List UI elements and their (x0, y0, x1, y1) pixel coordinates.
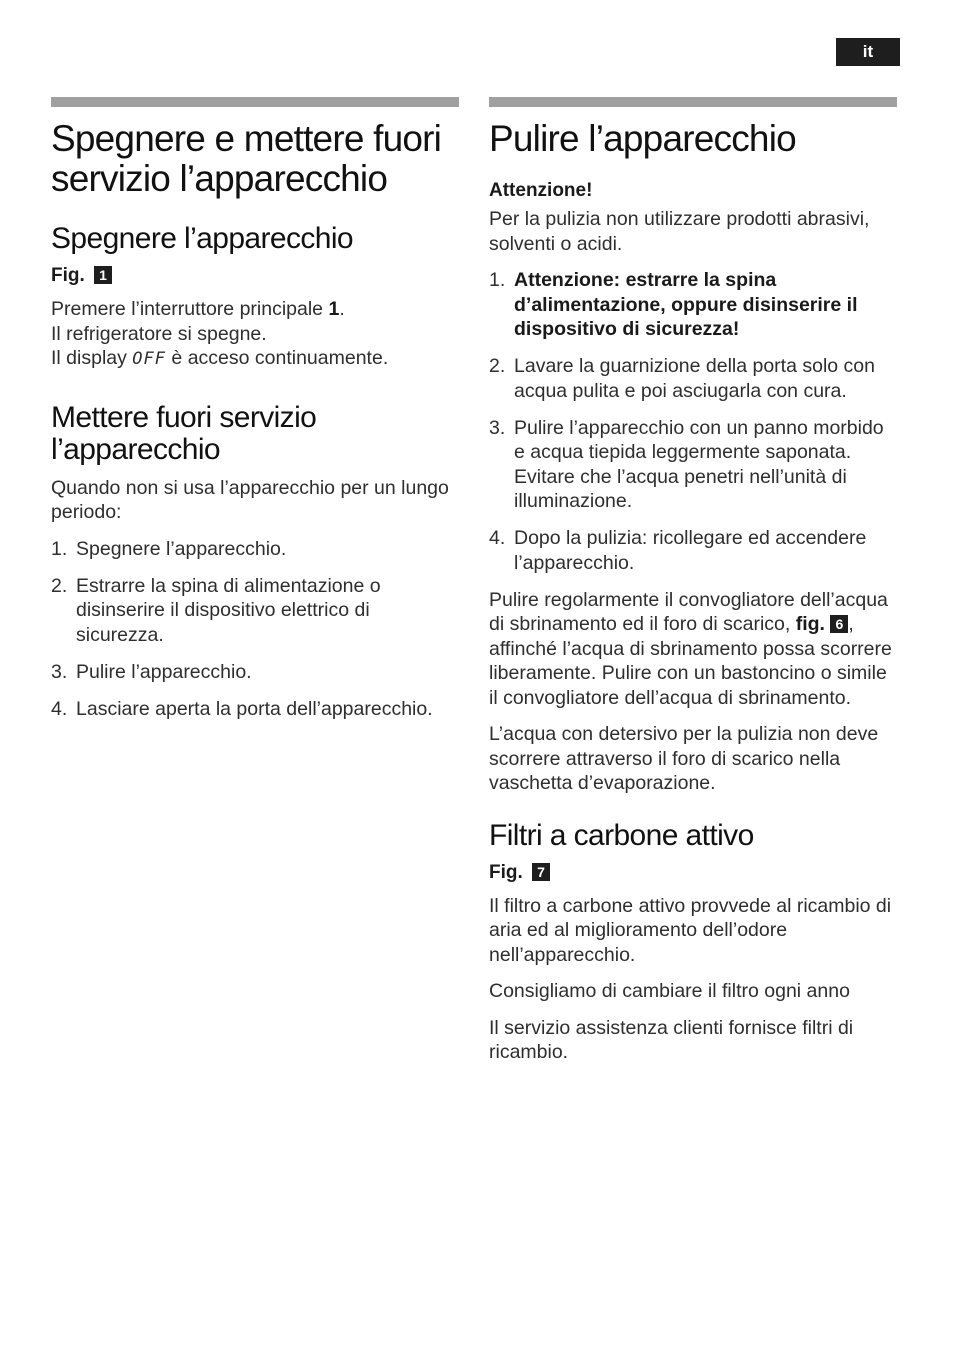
instruction-line-2: Il refrigeratore si spegne. (51, 322, 267, 345)
left-column (51, 97, 459, 734)
fig-number-box: 6 (830, 615, 848, 633)
decommission-steps (51, 537, 459, 722)
fig-number-box: 1 (94, 266, 112, 284)
filter-paragraph-1: Il filtro a carbone attivo provvede al ricambio di aria ed al miglioramento dell’odore nell’apparecchio. (489, 894, 892, 966)
section-rule (51, 97, 459, 107)
section-heading-switch-off: Spegnere l’apparecchio (51, 222, 354, 255)
list-item: 1. Attenzione: estrarre la spina d’alimentazione, oppure disinserire il dispositivo di sicurezza! (489, 269, 858, 340)
filter-paragraph-3: Il servizio assistenza clienti fornisce filtri di ricambio. (489, 1016, 854, 1063)
section-heading-carbon-filter: Filtri a carbone attivo (489, 818, 754, 852)
main-switch-ref: 1 (328, 298, 340, 320)
section-heading-decommission: Mettere fuori servizio l’apparecchio (51, 400, 317, 466)
list-item: 2. Estrarre la spina di alimentazione o disinserire il dispositivo elettrico di sicurezza. (51, 574, 381, 646)
warning-label: Attenzione! (489, 180, 593, 201)
warning-text: Per la pulizia non utilizzare prodotti abrasivi, solventi o acidi. (489, 208, 870, 255)
display-off-indicator: OFF (132, 349, 167, 369)
decommission-intro: Quando non si usa l’apparecchio per un lungo periodo: (51, 476, 449, 523)
list-item: 4. Dopo la pulizia: ricollegare ed accendere l’apparecchio. (489, 527, 867, 574)
left-title: Spegnere e mettere fuori servizio l’apparecchio (51, 118, 442, 199)
right-column (489, 97, 897, 1077)
filter-paragraph-2: Consigliamo di cambiare il filtro ogni anno (489, 980, 850, 1002)
detergent-warning-paragraph: L’acqua con detersivo per la pulizia non deve scorrere attraverso il foro di scarico nella vaschetta d’evaporazione. (489, 723, 879, 794)
fig-reference (489, 862, 897, 884)
instruction-line-3: Il display OFF è acceso continuamente. (51, 347, 389, 369)
fig-number-box: 7 (532, 863, 550, 881)
fig-reference (51, 265, 459, 287)
fig-label: fig. (795, 613, 825, 635)
instruction-line-1: Premere l’interruttore principale 1. (51, 298, 345, 320)
list-item: 3. Pulire l’apparecchio con un panno morbido e acqua tiepida leggermente saponata. Evitare che l’acqua penetri nell’unità di illuminazione. (489, 416, 884, 512)
list-item: 2. Lavare la guarnizione della porta solo con acqua pulita e poi asciugarla con cura. (489, 355, 875, 402)
fig-label: Fig. (51, 265, 85, 286)
defrost-drain-paragraph: Pulire regolarmente il convogliatore dell’acqua di sbrinamento ed il foro di scarico, fig. 6 , affinché l’acqua di sbrinamento possa scorrere liberamente. Pulire con un bastoncino o simile il convogliatore dell’acqua di sbrinamento. (489, 588, 892, 709)
list-item: 3. Pulire l’apparecchio. (51, 660, 252, 683)
right-title: Pulire l’apparecchio (489, 118, 796, 159)
language-tab: it (836, 38, 900, 66)
section-rule (489, 97, 897, 107)
fig-label: Fig. (489, 861, 523, 883)
list-item: 1. Spegnere l’apparecchio. (51, 537, 287, 560)
list-item: 4. Lasciare aperta la porta dell’apparecchio. (51, 697, 433, 720)
switch-off-instructions (51, 297, 459, 372)
cleaning-steps (489, 268, 897, 575)
